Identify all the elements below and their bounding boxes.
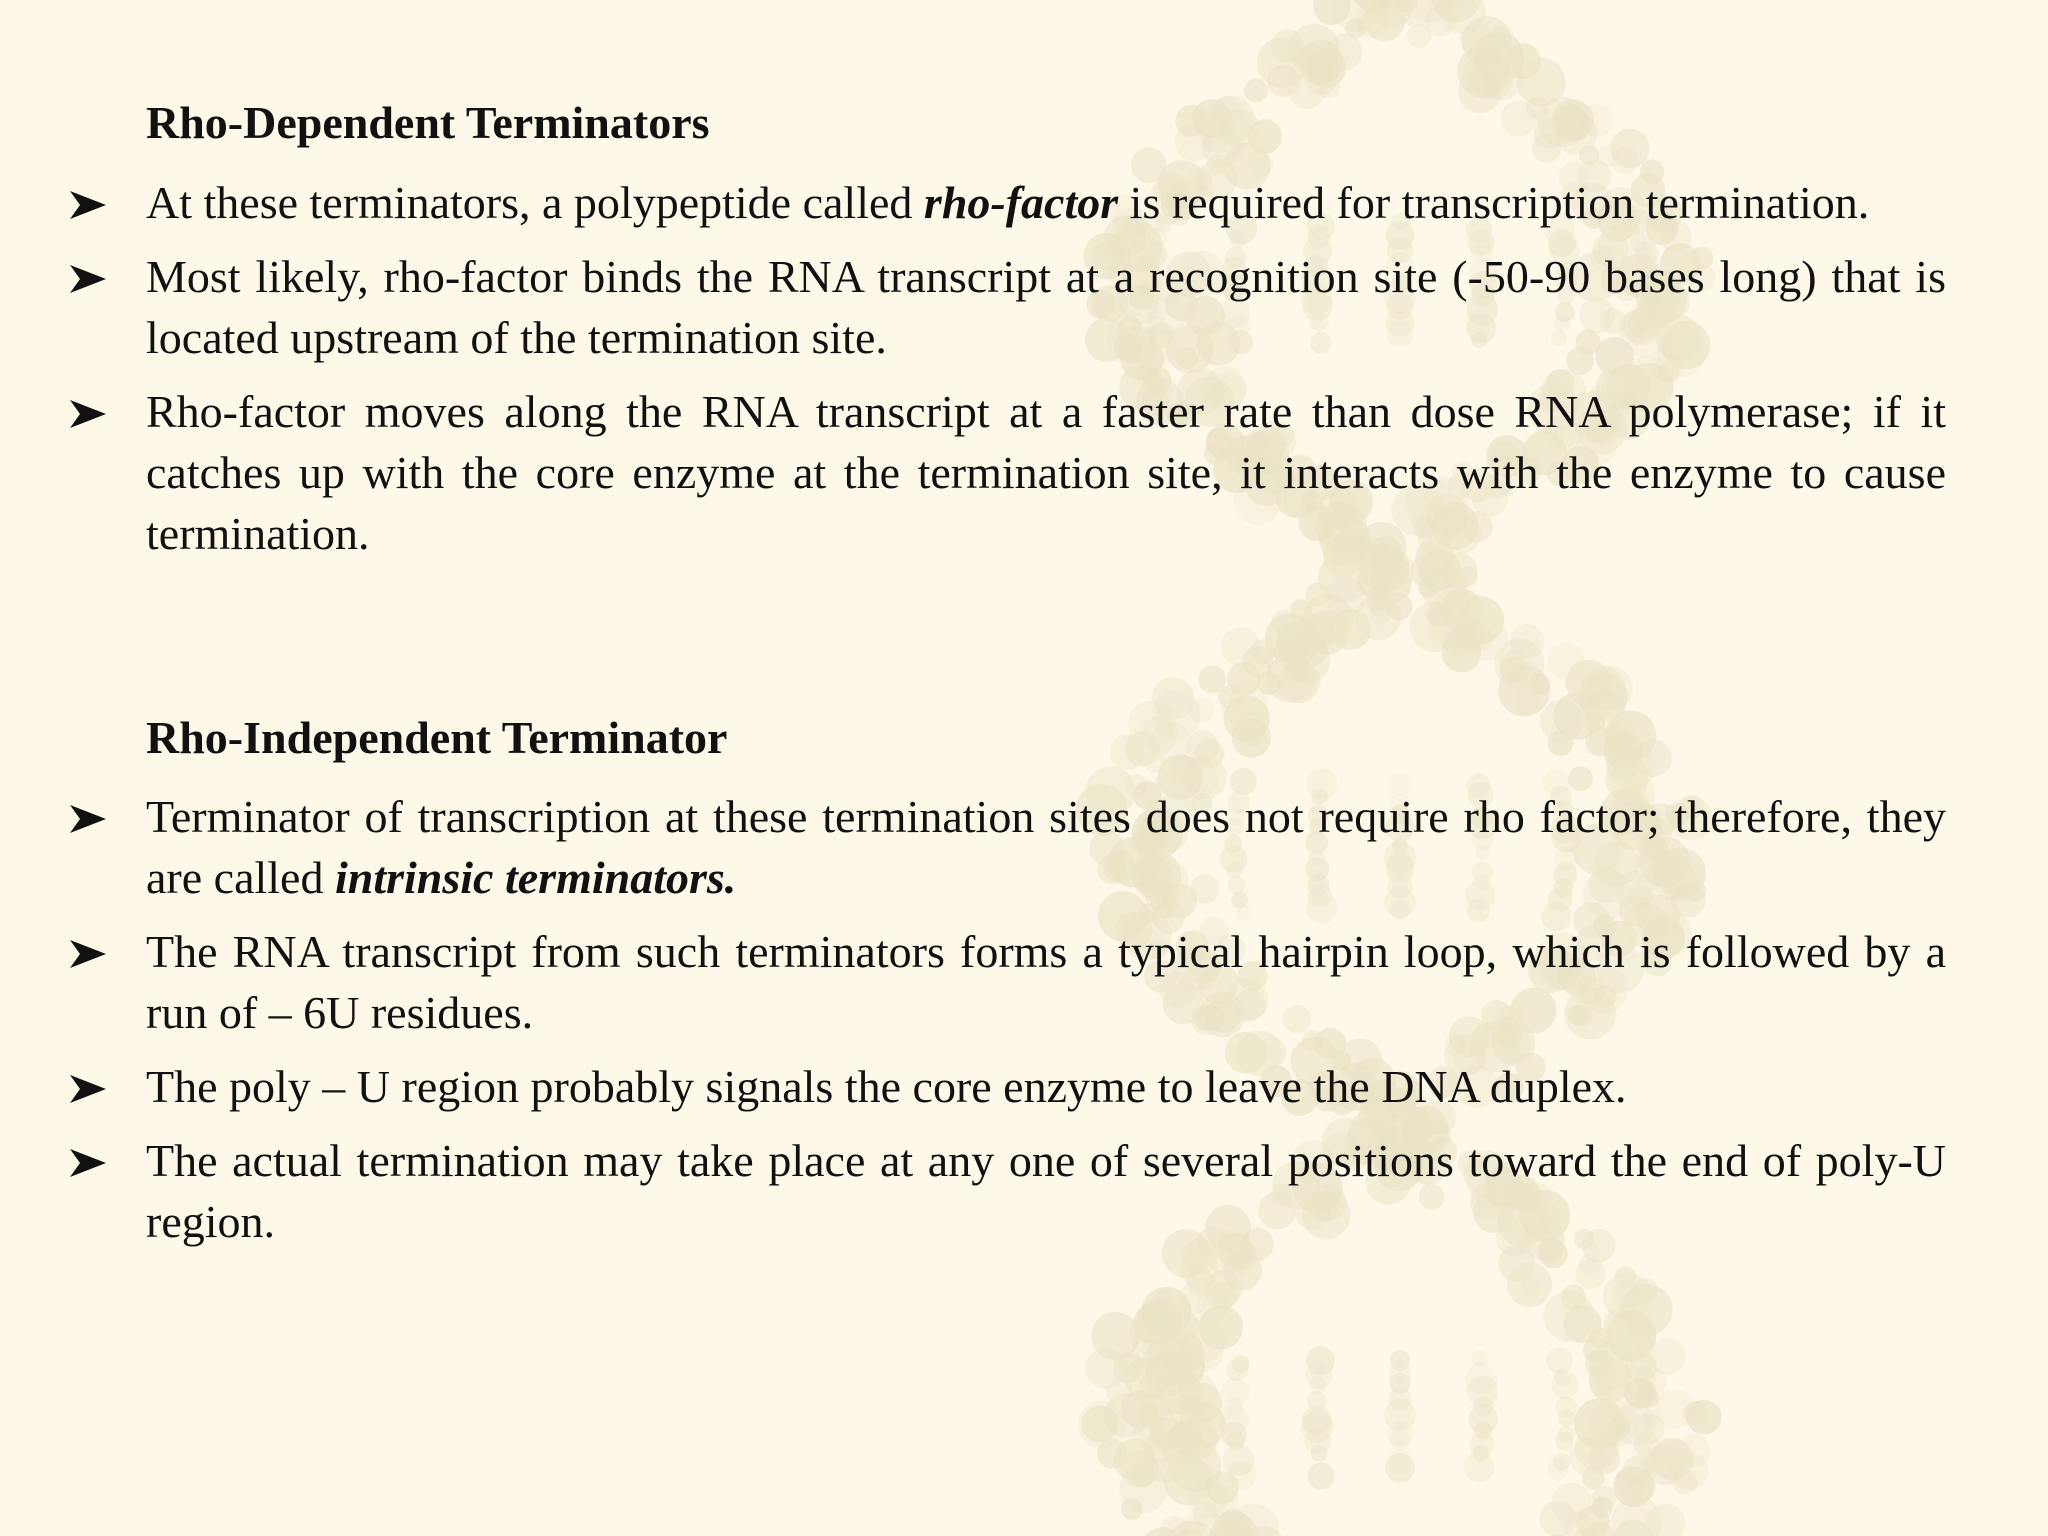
bullet-text-part: is required for transcription termination. (1118, 177, 1870, 228)
emphasized-term: rho-factor (923, 177, 1119, 228)
emphasized-term: intrinsic terminators. (334, 852, 737, 903)
bullet-text: Rho-factor moves along the RNA transcript at a faster rate than dose RNA polymerase; if it catches up with the core enzyme at the termination site, it interacts with the enzyme to cause termination. (146, 386, 1946, 559)
bullet-list-rho-independent (0, 786, 2048, 1265)
arrowhead-bullet-icon (70, 400, 106, 428)
bullet-list-rho-dependent (0, 172, 2048, 577)
bullet-item (0, 172, 1870, 233)
arrowhead-bullet-icon (70, 1149, 106, 1177)
bullet-item (0, 1056, 1800, 1117)
bullet-text: Most likely, rho-factor binds the RNA transcript at a recognition site (-50-90 bases long) that is located upstream of the termination site. (146, 251, 1946, 363)
section-heading-rho-independent: Rho-Independent Terminator (146, 712, 728, 763)
bullet-text-part: Terminator of transcription at these termination sites does not require rho factor; therefore, they are called (146, 791, 1946, 903)
bullet-text: The poly – U region probably signals the core enzyme to leave the DNA duplex. (146, 1061, 1627, 1112)
bullet-item (0, 381, 1946, 564)
bullet-text-part: At these terminators, a polypeptide called (146, 177, 924, 228)
section-heading-rho-dependent: Rho-Dependent Terminators (146, 97, 710, 148)
arrowhead-bullet-icon (70, 805, 106, 833)
bullet-text (146, 172, 1946, 233)
bullet-item (0, 1130, 1946, 1252)
arrowhead-bullet-icon (70, 940, 106, 968)
bullet-item (0, 246, 1946, 368)
arrowhead-bullet-icon (70, 265, 106, 293)
bullet-text (146, 786, 1946, 908)
bullet-text: The actual termination may take place at any one of several positions toward the end of poly-U region. (146, 1135, 1946, 1247)
arrowhead-bullet-icon (70, 1075, 106, 1103)
bullet-item (0, 921, 1946, 1043)
bullet-text: The RNA transcript from such terminators forms a typical hairpin loop, which is followed by a run of – 6U residues. (146, 926, 1946, 1038)
arrowhead-bullet-icon (70, 191, 106, 219)
bullet-item (0, 786, 1946, 908)
